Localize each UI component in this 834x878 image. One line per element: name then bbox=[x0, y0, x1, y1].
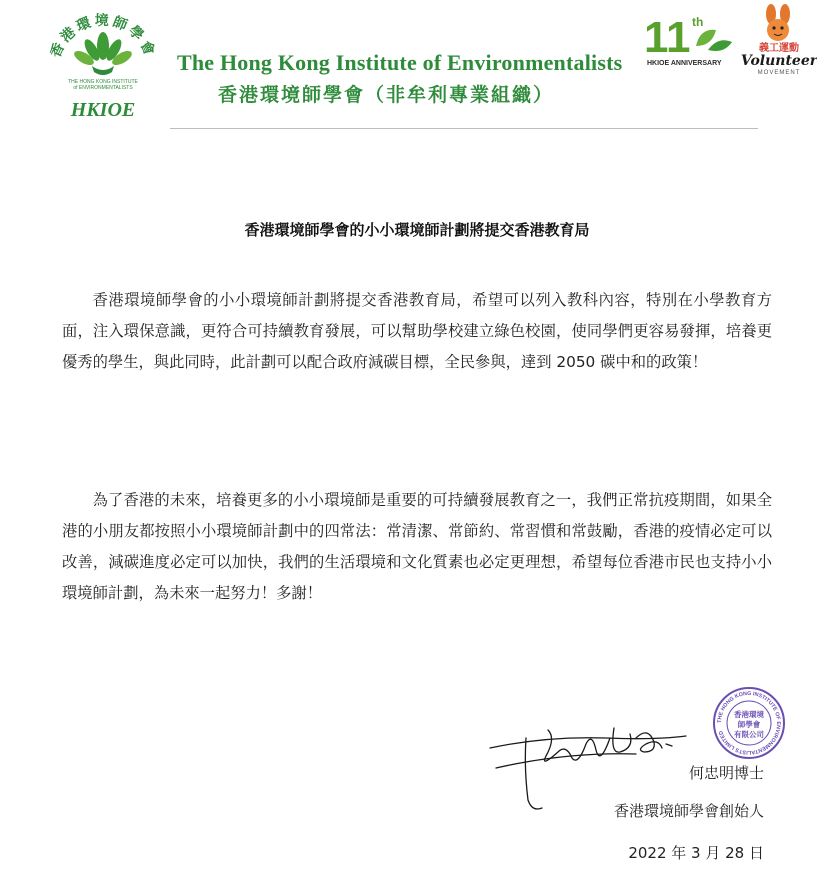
volunteer-movement-badge bbox=[741, 4, 817, 76]
volunteer-script-text: Volunteer bbox=[741, 53, 817, 69]
leaf-cluster-icon bbox=[72, 32, 134, 75]
body-paragraph-2: 為了香港的未來，培養更多的小小環境師是重要的可持續發展教育之一，我們正常抗疫期間，如果全港的小朋友都按照小小環境師計劃中的四常法：常清潔、常節約、常習慣和常鼓勵，香港的疫情必定可以改善，減碳進度必定可以加快，我們的生活環境和文化質素也必定更理想，希望每位香港市民也支持小小環境師計劃，為未來一起努力！多謝！ bbox=[62, 491, 772, 602]
letter-date: 2022 年 3 月 28 日 bbox=[628, 844, 764, 862]
letterhead bbox=[0, 0, 834, 130]
company-seal bbox=[712, 686, 786, 760]
anniversary-caption: HKIOE ANNIVERSARY bbox=[647, 60, 722, 67]
body-paragraph-1: 香港環境師學會的小小環境師計劃將提交香港教育局，希望可以列入教科內容，特別在小學教育方面，注入環保意識，更符合可持續教育發展，可以幫助學校建立綠色校園，使同學們更容易發揮，培養更優秀的學生，與此同時，此計劃可以配合政府減碳目標，全民參與，達到 2050 碳中和的政策！ bbox=[62, 291, 772, 371]
anniversary-suffix: th bbox=[692, 15, 704, 29]
hkioe-logo bbox=[40, 8, 166, 126]
volunteer-sub-text: MOVEMENT bbox=[757, 70, 801, 76]
seal-ring-text: THE HONG KONG INSTITUTE OF ENVIRONMENTALISTS LIMITED bbox=[716, 690, 782, 756]
anniversary-number: 11 bbox=[644, 13, 691, 62]
seal-center-line1: 香港環境 bbox=[734, 710, 764, 719]
signer-name: 何忠明博士 bbox=[688, 764, 764, 782]
org-name-zh: 香港環境師學會（非牟利專業組織） bbox=[218, 84, 555, 106]
header-divider bbox=[170, 128, 758, 129]
org-name-en: The Hong Kong Institute of Environmentalists bbox=[177, 50, 623, 75]
logo-arc-text: 香港環境師學會 bbox=[47, 12, 159, 61]
seal-center-line3: 有限公司 bbox=[734, 730, 764, 739]
document-title: 香港環境師學會的小小環境師計劃將提交香港教育局 bbox=[244, 221, 590, 239]
rabbit-mascot-icon bbox=[766, 4, 790, 41]
seal-center-line2: 師學會 bbox=[737, 720, 761, 729]
anniversary-leaf-icon bbox=[696, 30, 732, 51]
signer-role: 香港環境師學會創始人 bbox=[613, 802, 764, 820]
logo-inner-line1: THE HONG KONG INSTITUTE bbox=[68, 79, 138, 85]
logo-abbr: HKIOE bbox=[70, 99, 136, 121]
logo-inner-line2: of ENVIRONMENTALISTS bbox=[73, 85, 133, 91]
volunteer-zh-text: 義工運動 bbox=[759, 43, 799, 54]
